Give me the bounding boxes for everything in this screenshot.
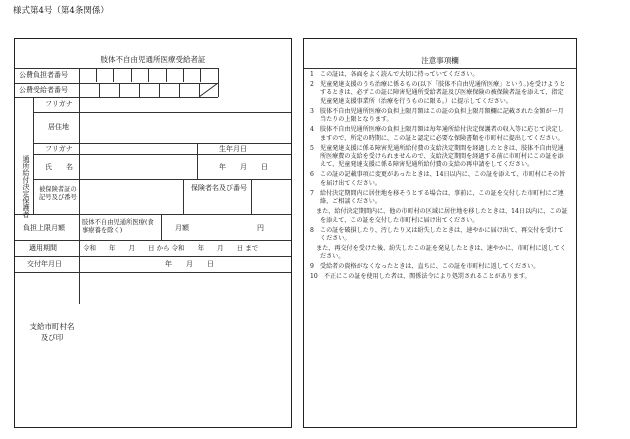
address-label: 居住地: [48, 123, 69, 131]
monthly-amount-label: 月額: [175, 224, 189, 232]
note-item: 2 児童発達支援のうち治療に係るもの(以下「肢体不自由児通所医療」という。)を受けようとするときは、必ずこの証に障害児通所受給者証及び医療保険の被保険者証を添えて、指定児童発達支援事業所（治療を行うものに限る。）に提示してください。: [310, 81, 566, 105]
note-item: 5 児童発達支援に係る障害児通所給付費の支給決定期間を経過したときは、肢体不自由児通所医療費の支給を受けられませんので、支給決定期間を経過する前に市町村にこの証を添えて、児童発達支援に係る障害児通所給付費の支給の再申請をしてください。: [310, 144, 564, 169]
note-item: また、再交付を受けた後、紛失したこの証を発見したときは、速やかに、市町村に返してください。: [310, 245, 566, 261]
yen-label: 円: [257, 224, 264, 232]
recipient-number-label: 公費受給者番号: [19, 86, 68, 94]
certificate-title: 肢体不自由児通所医療受給者証: [100, 55, 206, 64]
note-item: また、給付決定期間内に、他の市町村の区域に居住地を移したときは、14日以内に、この証を添えて、この証を交付した市町村に届け出てください。: [310, 208, 568, 224]
payer-number-boxes: [79, 68, 218, 83]
furigana-label: フリガナ: [45, 100, 73, 108]
diagonal-slash: [199, 83, 218, 97]
notes-list: [310, 71, 568, 283]
note-item: 1 この証は、各面をよく読んで大切に持っていてください。: [310, 71, 479, 78]
note-item: 6 この証の記載事項に変更があったときは、14日以内に、この証を添えて、市町村にその旨を届け出てください。: [310, 171, 566, 187]
period-value: 令和 年 月 日 から 令和 年 月 日 まで: [83, 244, 259, 252]
note-item: 8 この証を破損したり、汚したり又は紛失したときは、速やかに届け出て、再交付を受けてください。: [310, 226, 564, 243]
insurance-symbol-label: 被保険者証の記号及び番号: [39, 186, 77, 201]
form-number-label: 様式第4号（第4条関係）: [13, 6, 109, 16]
issue-date-value: 年 月 日: [165, 260, 214, 268]
issue-date-label: 交付年月日: [27, 260, 62, 268]
notes-panel: [303, 38, 577, 428]
birthdate-value: 年 月 日: [219, 163, 268, 171]
limit-description: 肢体不自由児通所医療(食事療養を除く): [82, 219, 154, 234]
notes-title: 注意事項欄: [421, 56, 459, 65]
guardian-vertical-label: 通所給付決定保護者: [22, 155, 30, 218]
payer-number-label: 公費負担者番号: [19, 71, 68, 79]
note-item: 3 肢体不自由児通所医療の負担上限月額はこの証の負担上限月額欄に記載された金額が一月当たりの上限となります。: [310, 107, 564, 124]
note-item: 4 肢体不自由児通所医療の負担上限月額は毎年通所給付決定保護者の収入等に応じて決定しますので、所定の時期に、この証と認定に必要な保険書類を市町村に提出してください。: [310, 126, 564, 142]
note-item: 9 受給者の資格がなくなったときは、直ちに、この証を市町村に返してください。: [310, 263, 540, 271]
limit-label: 負担上限月額: [23, 224, 65, 232]
insurer-label: 保険者名及び番号: [191, 184, 247, 192]
municipality-label: 支給市町村名及び印: [29, 322, 75, 342]
birthdate-label: 生年月日: [219, 145, 247, 153]
furigana-label-2: フリガナ: [45, 145, 73, 153]
note-item: 10 不正にこの証を使用した者は、関係法令により処罰されることがあります。: [310, 273, 531, 281]
note-item: 7 給付決定期間内に居住地を移そうとする場合は、事前に、この証を交付した市町村にご連絡、ご相談ください。: [310, 189, 564, 206]
name-label: 氏 名: [45, 163, 73, 171]
recipient-number-boxes: [79, 83, 218, 97]
certificate-panel: [14, 38, 292, 428]
period-label: 適用期間: [29, 244, 57, 252]
